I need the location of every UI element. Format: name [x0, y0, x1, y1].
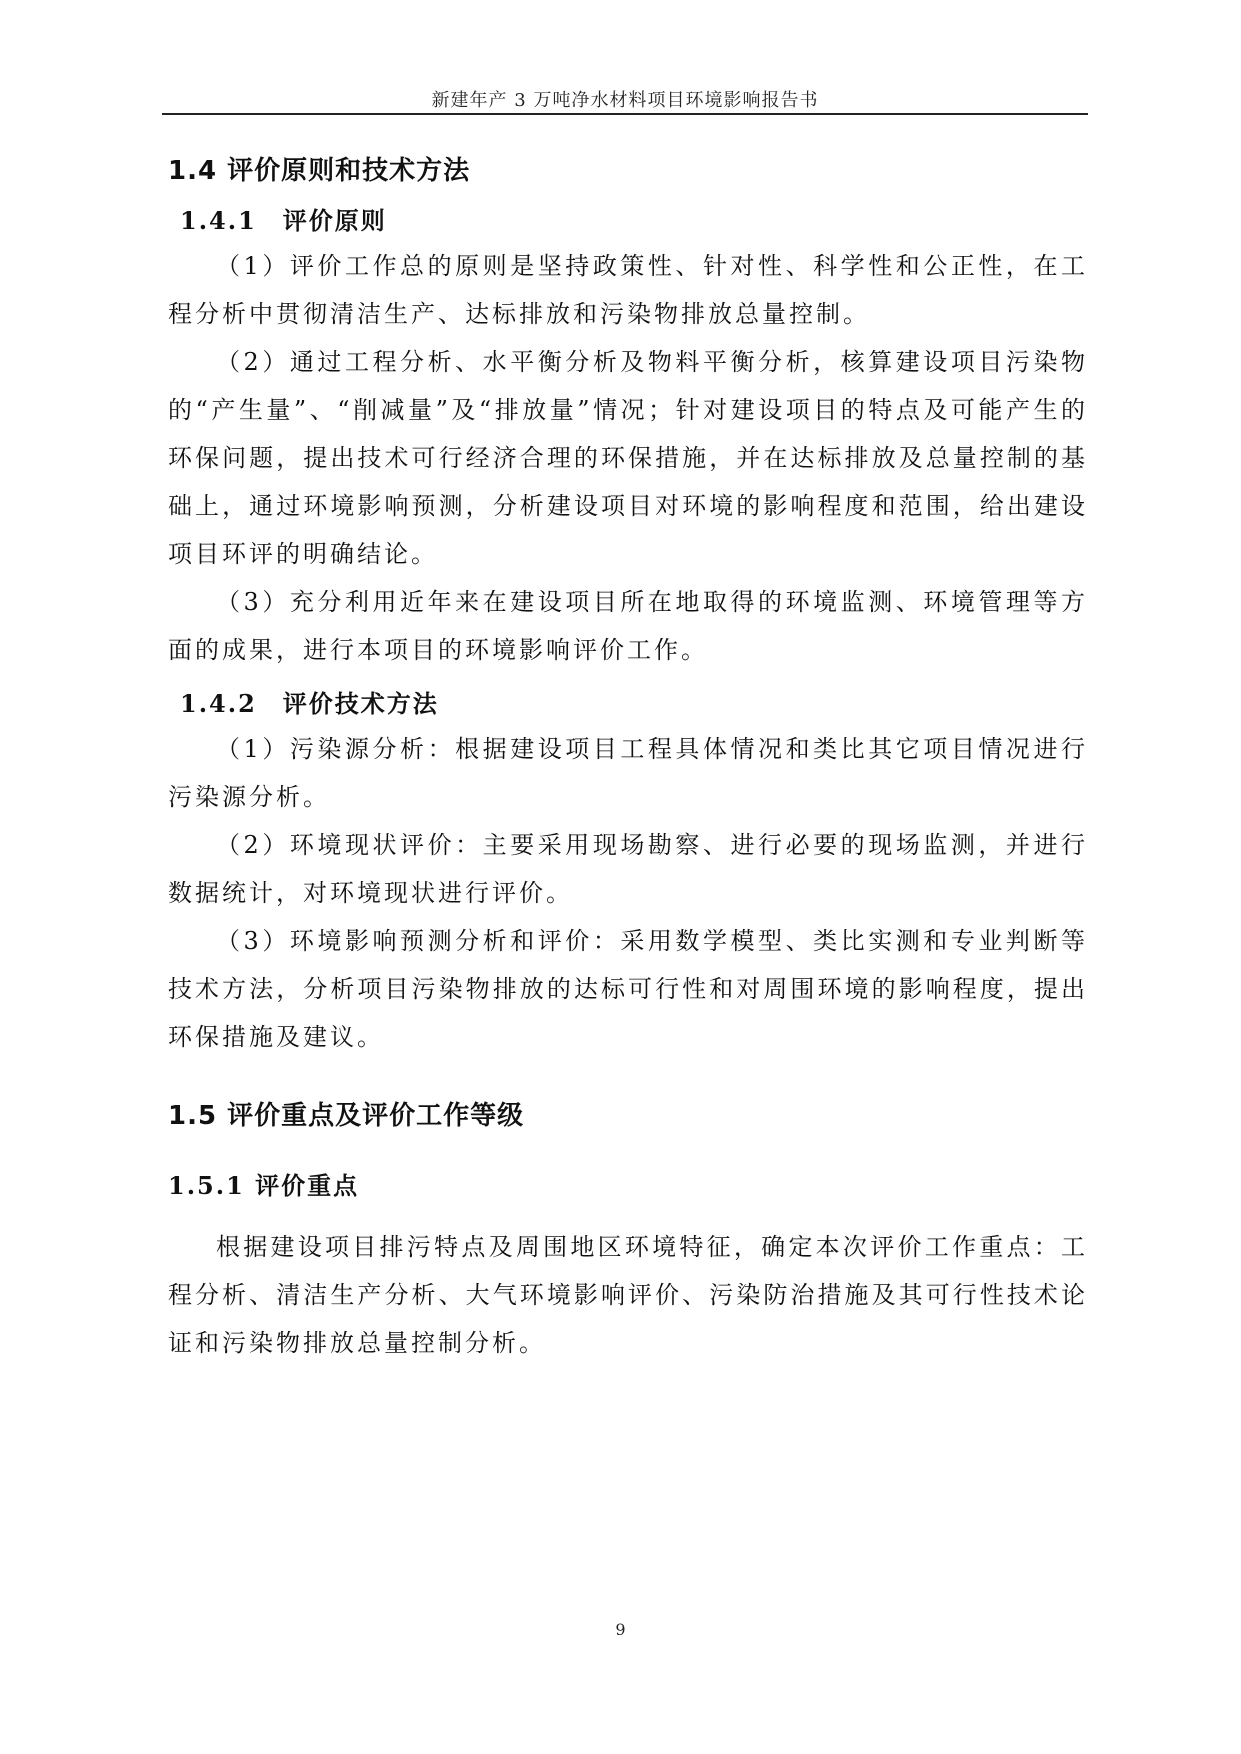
- section-heading-1-4: 1.4 评价原则和技术方法: [168, 156, 471, 186]
- paragraph: 根据建设项目排污特点及周围地区环境特征，确定本次评价工作重点：工程分析、清洁生产分析、大气环境影响评价、污染防治措施及其可行性技术论证和污染物排放总量控制分析。: [168, 1233, 1088, 1357]
- paragraph: （1）污染源分析：根据建设项目工程具体情况和类比其它项目情况进行污染源分析。: [168, 735, 1088, 811]
- paragraph: （3）充分利用近年来在建设项目所在地取得的环境监测、环境管理等方面的成果，进行本项目的环境影响评价工作。: [168, 588, 1088, 664]
- page-number: 9: [615, 1620, 626, 1639]
- header-rule: [162, 113, 1088, 115]
- paragraph: （1）评价工作总的原则是坚持政策性、针对性、科学性和公正性，在工程分析中贯彻清洁生产、达标排放和污染物排放总量控制。: [168, 252, 1088, 328]
- subsection-heading-1-4-2: 1.4.2 评价技术方法: [180, 689, 439, 718]
- section-heading-1-5: 1.5 评价重点及评价工作等级: [168, 1101, 525, 1131]
- subsection-heading-1-4-1: 1.4.1 评价原则: [180, 206, 387, 235]
- running-header: 新建年产 3 万吨净水材料项目环境影响报告书: [431, 90, 819, 111]
- page-body: [168, 150, 1088, 1367]
- subsection-heading-1-5-1: 1.5.1 评价重点: [168, 1171, 360, 1200]
- paragraph: （2）通过工程分析、水平衡分析及物料平衡分析，核算建设项目污染物的“产生量”、“削减量”及“排放量”情况；针对建设项目的特点及可能产生的环保问题，提出技术可行经济合理的环保措施，并在达标排放及总量控制的基础上，通过环境影响预测，分析建设项目对环境的影响程度和范围，给出建设项目环评的明确结论。: [168, 348, 1088, 568]
- paragraph: （3）环境影响预测分析和评价：采用数学模型、类比实测和专业判断等技术方法，分析项目污染物排放的达标可行性和对周围环境的影响程度，提出环保措施及建议。: [168, 927, 1088, 1051]
- paragraph: （2）环境现状评价：主要采用现场勘察、进行必要的现场监测，并进行数据统计，对环境现状进行评价。: [168, 831, 1088, 907]
